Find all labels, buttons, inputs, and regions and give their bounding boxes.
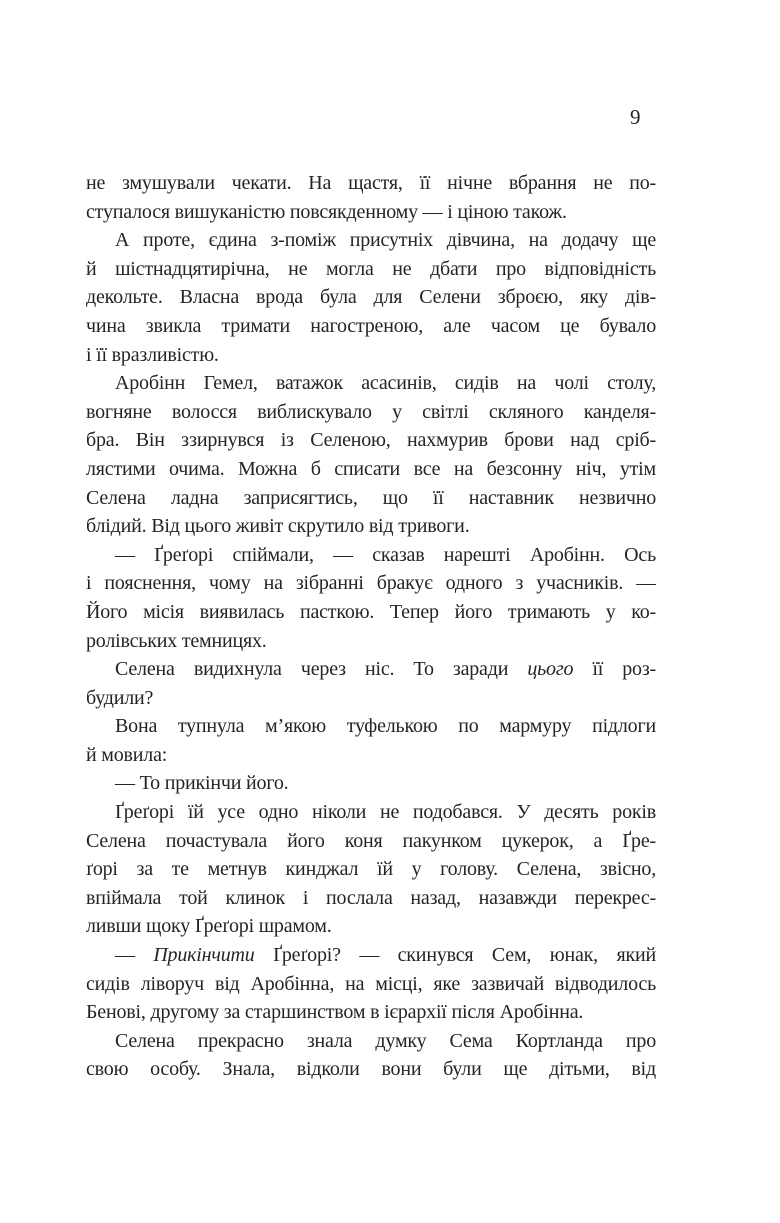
text-line xyxy=(86,255,656,284)
text-segment: Селена почастувала його коня пакунком цукерок, а Ґре- xyxy=(86,829,656,852)
text-line xyxy=(86,1027,656,1056)
text-segment: ступалося вишуканістю повсякденному — і ціною також. xyxy=(86,200,567,223)
text-segment: Його місія виявилась пасткою. Тепер його тримають у ко- xyxy=(86,600,656,623)
text-segment: ливши щоку Ґреґорі шрамом. xyxy=(86,915,332,938)
text-line xyxy=(86,169,656,198)
page-text xyxy=(86,169,656,1084)
text-segment: її роз- xyxy=(573,658,656,681)
text-line xyxy=(86,884,656,913)
text-segment: не змушували чекати. На щастя, її нічне вбрання не по- xyxy=(86,172,656,194)
text-segment: А проте, єдина з-поміж присутніх дівчина, на додачу ще xyxy=(115,229,656,252)
text-segment: будили? xyxy=(86,686,154,709)
text-segment: й шістнадцятирічна, не могла не дбати про відповідність xyxy=(86,257,656,280)
text-segment: Селена видихнула через ніс. То заради xyxy=(115,658,528,681)
text-segment: й мовила: xyxy=(86,743,168,766)
text-line xyxy=(86,283,656,312)
text-line xyxy=(86,655,656,684)
text-line xyxy=(86,398,656,427)
text-segment: Ґреґорі? — скинувся Сем, юнак, який xyxy=(254,944,656,967)
text-line xyxy=(86,484,656,513)
text-line xyxy=(86,1055,656,1084)
text-line xyxy=(86,541,656,570)
text-segment: сидів ліворуч від Аробінна, на місці, яке зазвичай відводилось xyxy=(86,972,656,995)
text-segment: Селена ладна заприсягтись, що її наставник незвично xyxy=(86,486,656,509)
text-line xyxy=(86,455,656,484)
text-line xyxy=(86,226,656,255)
text-segment: Селена прекрасно знала думку Сема Кортланда про xyxy=(115,1029,656,1052)
text-segment: Вона тупнула м’якою туфелькою по мармуру підлоги xyxy=(115,715,656,738)
text-segment: і її вразливістю. xyxy=(86,343,219,366)
text-segment: блідий. Від цього живіт скрутило від тривоги. xyxy=(86,515,470,538)
text-line xyxy=(86,369,656,398)
text-segment: свою особу. Знала, відколи вони були ще дітьми, від xyxy=(86,1058,656,1081)
text-segment: — Ґреґорі спіймали, — сказав нарешті Аробінн. Ось xyxy=(115,543,656,566)
text-segment: Ґреґорі їй усе одно ніколи не подобався. У десять років xyxy=(115,801,656,824)
italic-text-segment: цього xyxy=(527,658,574,681)
text-line xyxy=(86,970,656,999)
text-line xyxy=(86,941,656,970)
text-line xyxy=(86,569,656,598)
text-segment: бра. Він ззирнувся із Селеною, нахмурив брови над сріб- xyxy=(86,429,656,452)
text-line xyxy=(86,684,656,713)
text-line xyxy=(86,598,656,627)
text-line xyxy=(86,827,656,856)
text-segment: декольте. Власна врода була для Селени зброєю, яку дів- xyxy=(86,286,656,309)
text-segment: впіймала той клинок і послала назад, назавжди перекрес- xyxy=(86,886,656,909)
text-segment: — xyxy=(115,944,154,967)
text-segment: ролівських темницях. xyxy=(86,629,267,652)
text-segment: лястими очима. Можна б списати все на безсонну ніч, утім xyxy=(86,457,656,480)
text-segment: Аробінн Гемел, ватажок асасинів, сидів на чолі столу, xyxy=(115,372,656,395)
text-segment: Бенові, другому за старшинством в ієрархії після Аробінна. xyxy=(86,1001,584,1024)
text-line xyxy=(86,798,656,827)
text-line xyxy=(86,426,656,455)
text-line xyxy=(86,741,656,770)
text-line xyxy=(86,712,656,741)
text-line xyxy=(86,998,656,1027)
italic-text-segment: Прикінчити xyxy=(153,944,255,967)
text-line xyxy=(86,512,656,541)
text-line xyxy=(86,341,656,370)
text-line xyxy=(86,627,656,656)
text-line xyxy=(86,912,656,941)
text-segment: — То прикінчи його. xyxy=(115,772,289,795)
page-number: 9 xyxy=(630,105,641,129)
text-segment: і пояснення, чому на зібранні бракує одного з учасників. — xyxy=(86,572,656,595)
text-line xyxy=(86,769,656,798)
text-segment: ґорі за те метнув кинджал їй у голову. Селена, звісно, xyxy=(86,858,656,881)
text-line xyxy=(86,198,656,227)
text-segment: чина звикла тримати нагостреною, але часом це бувало xyxy=(86,314,656,337)
text-line xyxy=(86,312,656,341)
text-segment: вогняне волосся виблискувало у світлі скляного канделя- xyxy=(86,400,656,423)
text-line xyxy=(86,855,656,884)
